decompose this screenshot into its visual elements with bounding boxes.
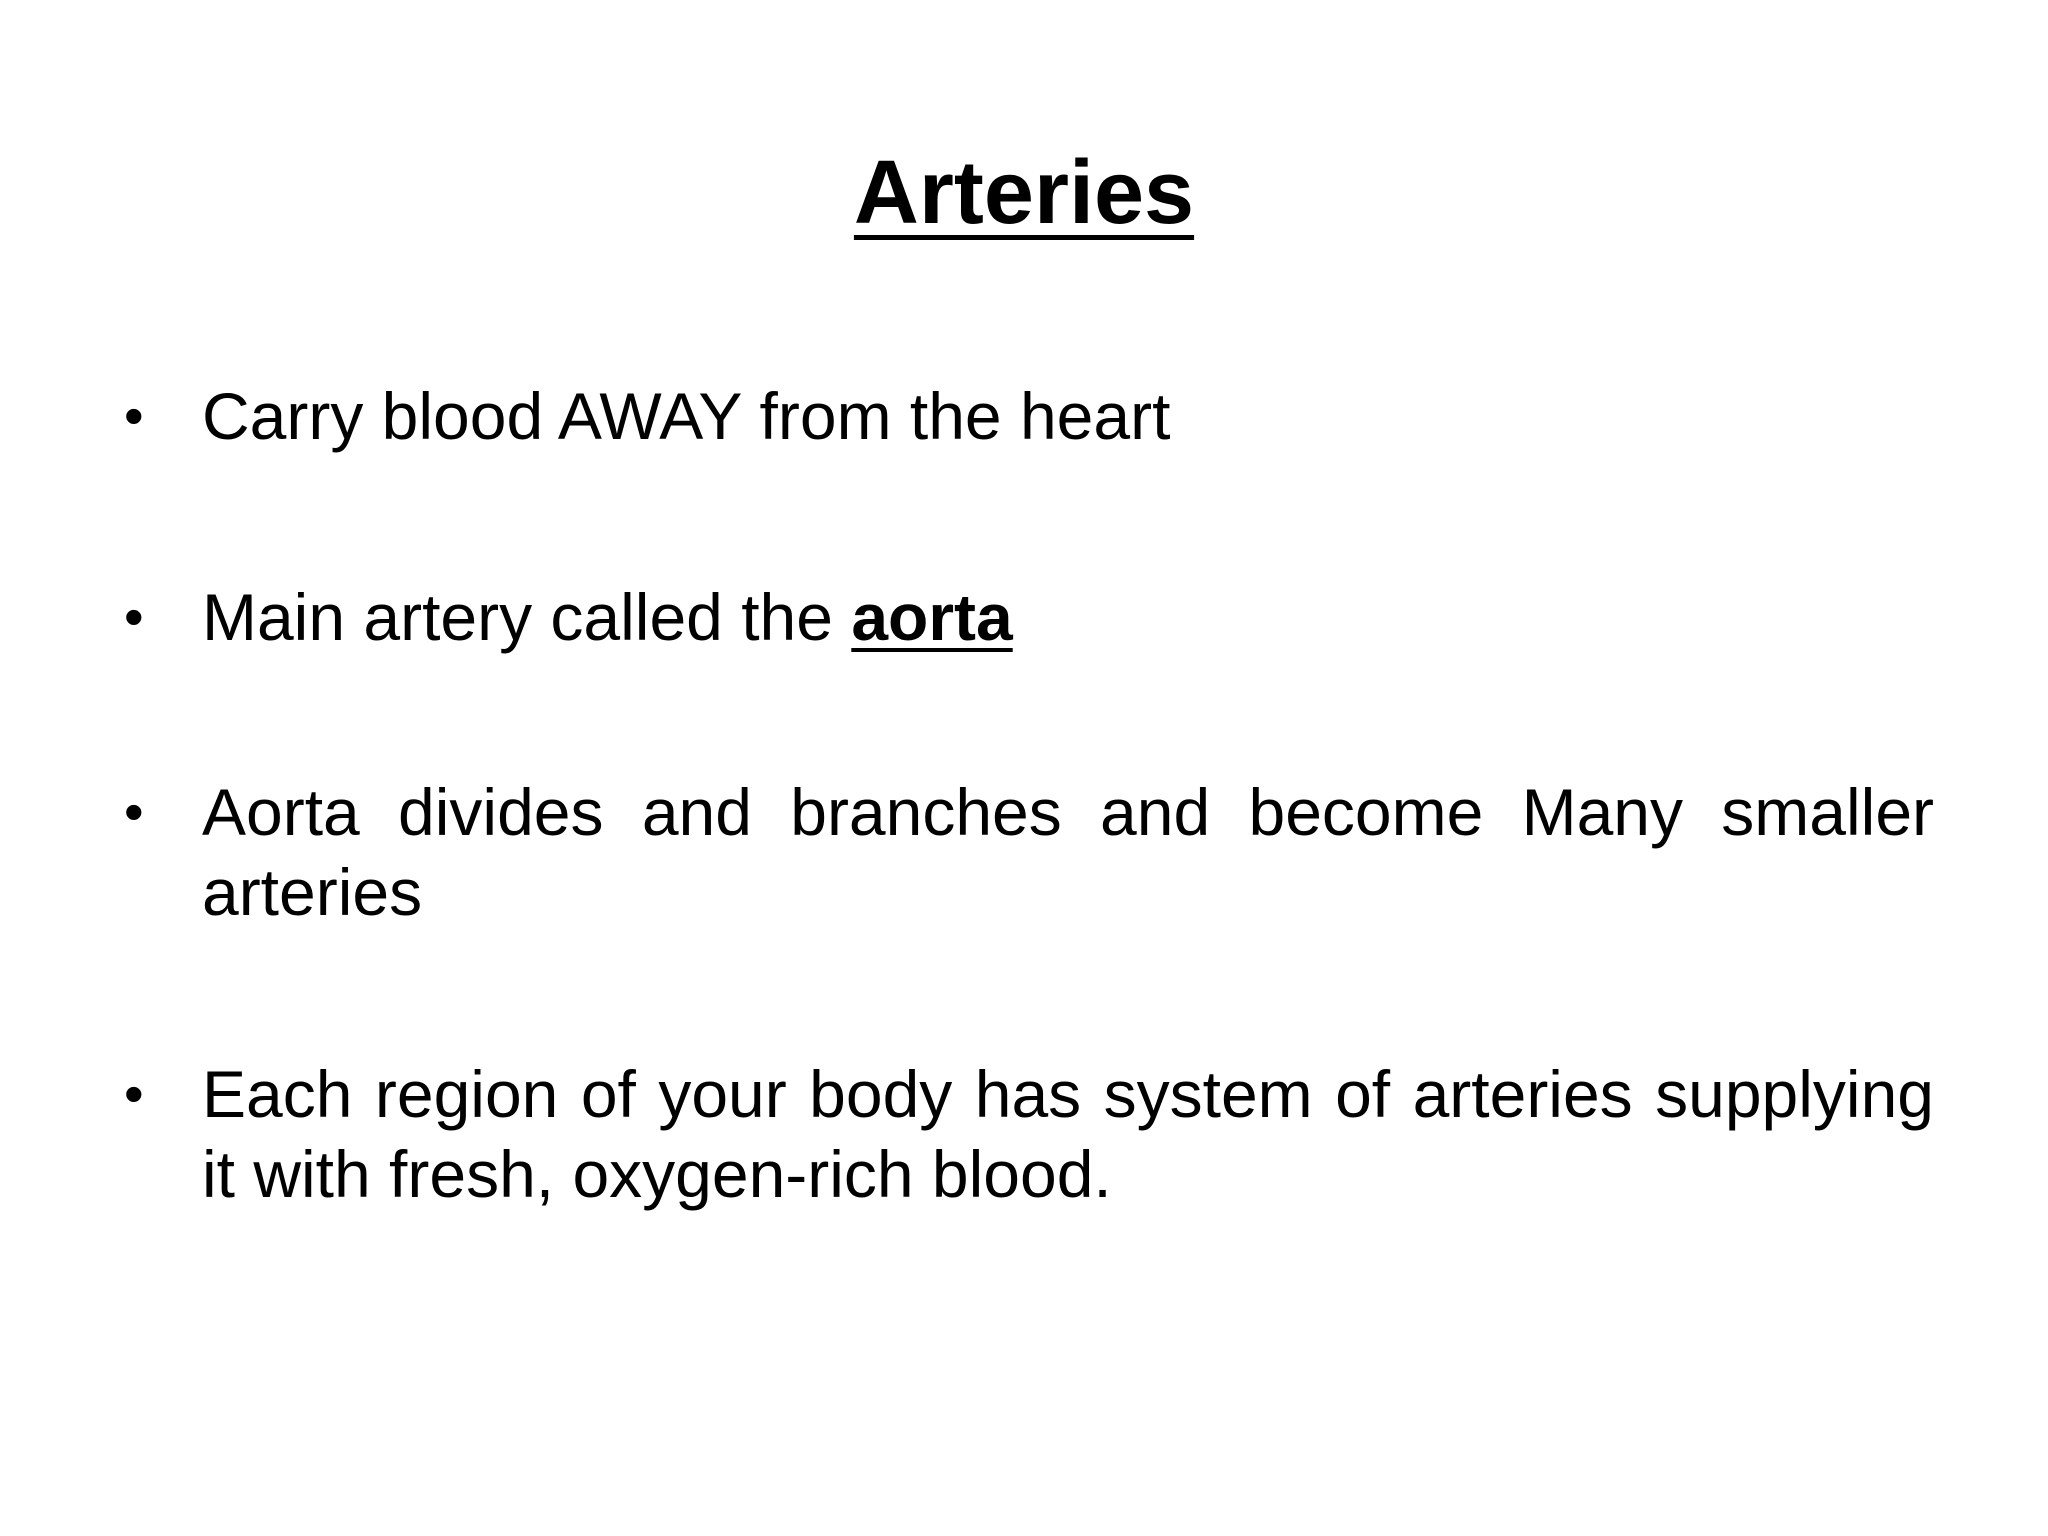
slide-title [0, 138, 2048, 248]
bullet-text: Aorta divides and branches and become Many smaller arteries [202, 775, 1934, 929]
bullet-icon: • [124, 585, 144, 648]
bullet-text [202, 577, 1934, 657]
bullet-text: Each region of your body has system of arteries supplying it with fresh, oxygen-rich blood. [202, 1057, 1934, 1211]
bullet-icon: • [124, 780, 144, 843]
bullet-text: Carry blood AWAY from the heart [202, 379, 1171, 453]
bullet-text-plain: Main artery called the [202, 580, 852, 654]
slide-title-text: Arteries [853, 143, 1195, 243]
bullet-icon: • [124, 1062, 144, 1125]
bullet-icon: • [124, 384, 144, 447]
keyword-aorta: aorta [851, 580, 1013, 654]
